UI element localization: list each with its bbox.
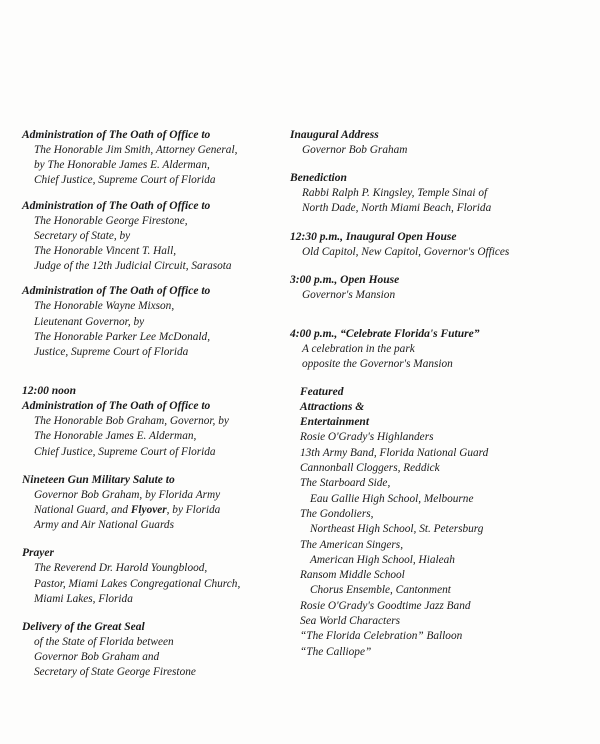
attraction-item: “The Florida Celebration” Balloon [300,630,463,643]
flyover-text: Flyover [130,504,167,517]
section-line: The Honorable Parker Lee McDonald, [34,330,211,343]
attraction-item: 13th Army Band, Florida National Guard [300,446,489,459]
attraction-item: “The Calliope” [300,645,372,658]
section-line: Governor Bob Graham, by Florida Army [34,488,221,501]
mansion-open-house-section [290,273,590,303]
section-line: The Honorable James E. Alderman, [34,430,197,443]
section-heading: Nineteen Gun Military Salute to [22,473,175,486]
oath-attorney-general-section [22,128,294,189]
section-line: Justice, Supreme Court of Florida [34,346,189,359]
section-line: The Honorable Jim Smith, Attorney General, [34,144,238,156]
section-line: North Dade, North Miami Beach, Florida [302,202,492,215]
section-line: Old Capitol, New Capitol, Governor's Offices [302,245,510,258]
oath-governor-section [22,384,294,460]
section-heading: 12:30 p.m., Inaugural Open House [290,230,457,243]
section-line [34,503,294,518]
oath-lieutenant-governor-section [22,284,294,360]
section-line: Governor Bob Graham [302,144,408,156]
attraction-item-detail: American High School, Hialeah [310,553,455,566]
attraction-item-detail: Chorus Ensemble, Cantonment [310,584,451,597]
inaugural-open-house-section [290,230,590,260]
section-heading: Administration of The Oath of Office to [22,400,211,413]
section-heading: Benediction [290,172,347,185]
salute-text: , by Florida [166,504,221,517]
attraction-item: Ransom Middle School [300,569,405,582]
left-column [22,128,294,681]
section-line: Army and Air National Guards [34,519,174,532]
section-line: The Honorable Wayne Mixson, [34,300,175,313]
section-line: Pastor, Miami Lakes Congregational Church, [34,577,241,590]
celebrate-florida-section [290,327,590,372]
featured-heading-line: Featured [300,386,344,399]
attraction-item: Sea World Characters [300,614,401,627]
section-line: The Reverend Dr. Harold Youngblood, [34,562,208,575]
salute-text: National Guard, and [34,504,131,517]
section-heading: 3:00 p.m., Open House [290,273,400,286]
featured-heading-line: Attractions & [300,401,365,414]
section-line: The Honorable Bob Graham, Governor, by [34,415,229,428]
inaugural-address-section [290,128,590,158]
attraction-item: The American Singers, [300,538,404,551]
section-heading: 4:00 p.m., “Celebrate Florida's Future” [290,328,480,341]
right-column [290,128,590,660]
section-line: Rabbi Ralph P. Kingsley, Temple Sinai of [302,187,488,200]
featured-attractions-section [290,385,590,659]
section-line: A celebration in the park [302,343,415,356]
time-heading: 12:00 noon [22,385,76,398]
attraction-item: Rosie O'Grady's Highlanders [300,431,434,444]
section-line: Judge of the 12th Judicial Circuit, Sarasota [34,260,232,273]
attraction-item-detail: Eau Gallie High School, Melbourne [310,492,474,505]
great-seal-section [22,620,294,681]
attraction-item: The Gondoliers, [300,507,374,520]
oath-secretary-of-state-section [22,199,294,275]
section-line: Chief Justice, Supreme Court of Florida [34,445,216,458]
attraction-item: Cannonball Cloggers, Reddick [300,462,440,475]
section-heading: Prayer [22,547,54,560]
section-line: Governor Bob Graham and [34,651,160,664]
section-line: The Honorable George Firestone, [34,214,188,227]
section-heading: Administration of The Oath of Office to [22,199,211,212]
section-line: Chief Justice, Supreme Court of Florida [34,174,216,187]
featured-heading-line: Entertainment [300,416,370,429]
benediction-section [290,171,590,216]
section-line: Secretary of State, by [34,229,131,242]
section-line: Miami Lakes, Florida [34,592,133,605]
attraction-item: Rosie O'Grady's Goodtime Jazz Band [300,599,471,612]
section-line: Governor's Mansion [302,288,396,301]
section-heading: Administration of The Oath of Office to [22,129,211,141]
prayer-section [22,546,294,607]
section-line: Secretary of State George Firestone [34,666,196,679]
attraction-item: The Starboard Side, [300,477,391,490]
section-line: of the State of Florida between [34,636,174,649]
section-line: opposite the Governor's Mansion [302,358,453,371]
attraction-item-detail: Northeast High School, St. Petersburg [310,523,484,536]
section-line: The Honorable Vincent T. Hall, [34,245,177,258]
section-heading: Delivery of the Great Seal [22,621,145,634]
section-heading: Administration of The Oath of Office to [22,285,211,298]
section-heading: Inaugural Address [290,129,379,141]
section-line: Lieutenant Governor, by [34,315,145,328]
gun-salute-section [22,473,294,534]
section-line: by The Honorable James E. Alderman, [34,159,210,172]
